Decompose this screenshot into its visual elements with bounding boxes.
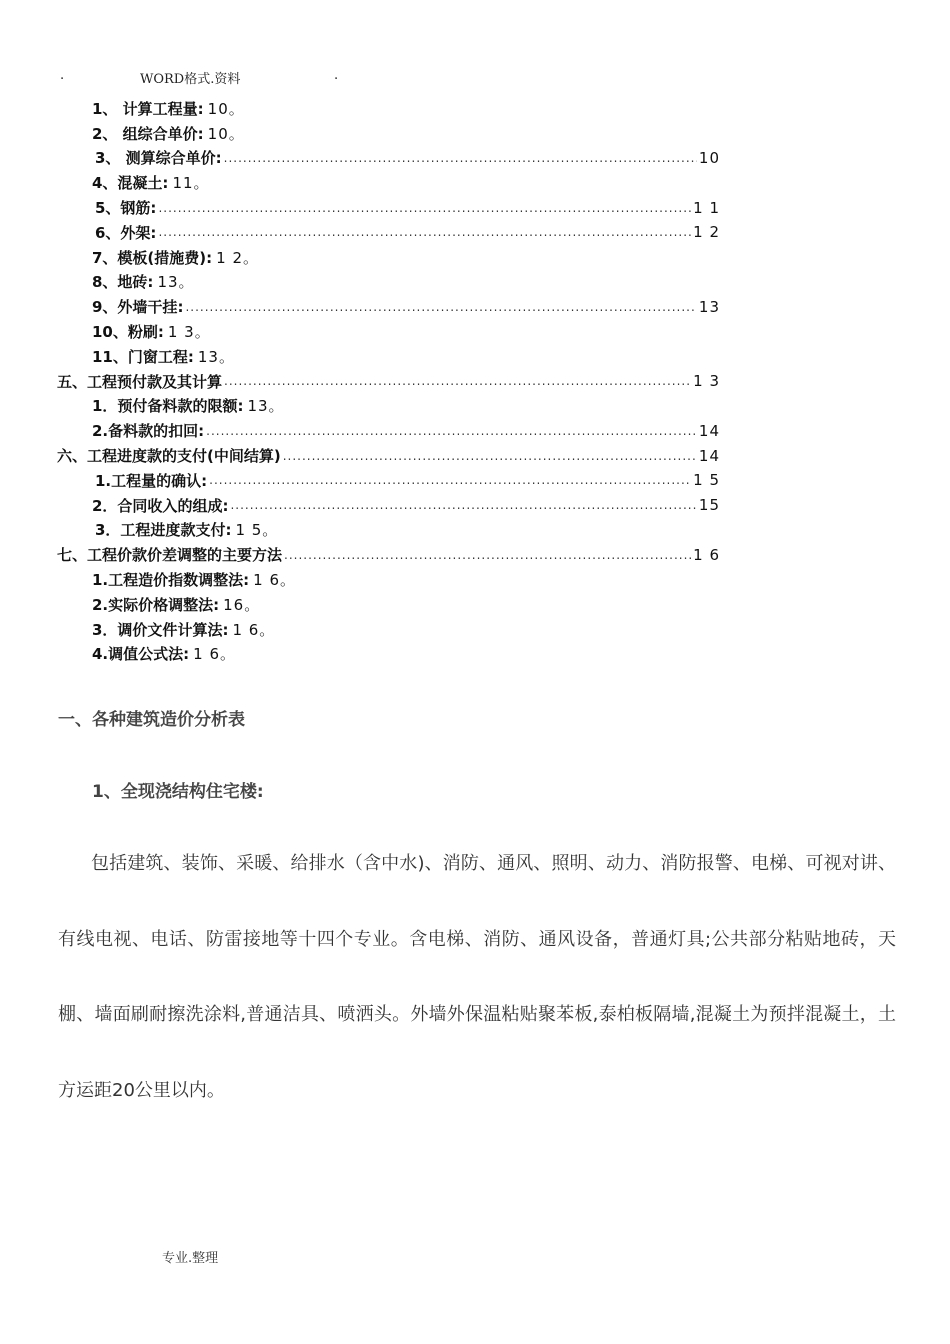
toc-entry[interactable] <box>0 195 720 220</box>
toc-entry[interactable] <box>0 294 720 319</box>
toc-entry-label: 8、地砖: <box>92 273 154 292</box>
toc-entry-page: 10。 <box>207 124 245 143</box>
toc-entry-page: 14 <box>698 421 720 440</box>
toc-entry-page: 1 1 <box>693 198 720 217</box>
toc-entry[interactable] <box>0 121 950 146</box>
toc-dot-leader <box>283 450 697 462</box>
toc-entry-label: 4.调值公式法: <box>92 645 190 664</box>
toc-entry[interactable] <box>0 592 950 617</box>
toc-entry-page: 1 3。 <box>167 323 211 342</box>
toc-entry-page: 13。 <box>247 397 285 416</box>
toc-dot-leader <box>158 226 691 238</box>
toc-entry-label: 11、门窗工程: <box>92 347 194 366</box>
toc-entry-page: 10 <box>698 148 720 167</box>
toc-entry-page: 16。 <box>223 595 261 614</box>
toc-entry-label: 2．合同收入的组成: <box>92 496 229 515</box>
toc-entry-page: 11。 <box>172 174 210 193</box>
toc-entry[interactable] <box>0 270 950 295</box>
toc-dot-leader <box>284 549 691 561</box>
header-dot-right: . <box>334 68 339 83</box>
toc-entry-label: 1.工程量的确认: <box>95 471 208 490</box>
toc-entry[interactable] <box>0 146 720 171</box>
toc-dot-leader <box>224 375 691 387</box>
toc-entry-label: 2.实际价格调整法: <box>92 595 220 614</box>
toc-entry-label: 五、工程预付款及其计算 <box>57 372 223 391</box>
header-text: WORD格式.资料 <box>140 72 241 87</box>
toc-entry-label: 4、混凝土: <box>92 174 169 193</box>
table-of-contents <box>0 96 950 666</box>
toc-entry-page: 1 3 <box>693 372 720 391</box>
toc-entry-page: 1 5 <box>693 471 720 490</box>
toc-entry-page: 10。 <box>207 99 245 118</box>
toc-entry[interactable] <box>0 617 950 642</box>
toc-entry-page: 13 <box>698 297 720 316</box>
toc-entry-page: 15 <box>698 496 720 515</box>
toc-entry-page: 13。 <box>157 273 195 292</box>
toc-entry-label: 七、工程价款价差调整的主要方法 <box>57 546 283 565</box>
toc-entry-label: 9、外墙干挂: <box>92 298 184 317</box>
toc-entry[interactable] <box>0 418 720 443</box>
toc-entry-page: 13。 <box>197 347 235 366</box>
toc-entry-label: 3．调价文件计算法: <box>92 620 229 639</box>
toc-entry-label: 7、模板(措施费): <box>92 248 213 267</box>
toc-entry-label: 6、外架: <box>95 223 157 242</box>
toc-entry-label: 2.备料款的扣回: <box>92 422 205 441</box>
toc-entry-page: 1 6。 <box>253 571 296 590</box>
toc-entry-page: 14 <box>698 446 720 465</box>
toc-entry[interactable] <box>0 468 720 493</box>
toc-dot-leader <box>206 425 697 437</box>
toc-dot-leader <box>185 301 696 313</box>
toc-entry[interactable] <box>0 344 950 369</box>
toc-entry-page: 1 6。 <box>232 620 276 639</box>
toc-entry[interactable] <box>0 443 720 468</box>
body-paragraph: 包括建筑、装饰、采暖、给排水（含中水)、消防、通风、照明、动力、消防报警、电梯、可视对讲、有线电视、电话、防雷接地等十四个专业。含电梯、消防、通风设备，普通灯具;公共部分粘贴地砖，天棚、墙面刷耐擦洗涂料,普通洁具、喷洒头。外墙外保温粘贴聚苯板,泰柏板隔墙,混凝土为预拌混凝土，土方运距20公里以内。 <box>58 853 896 1101</box>
toc-entry-label: 1.工程造价指数调整法: <box>92 571 250 590</box>
header-dot-left: . <box>60 68 65 83</box>
section-title: 一、各种建筑造价分析表 <box>58 710 245 730</box>
toc-dot-leader <box>230 499 696 511</box>
toc-entry-label: 1、 计算工程量: <box>92 99 204 118</box>
toc-entry[interactable] <box>0 96 950 121</box>
toc-entry[interactable] <box>0 319 950 344</box>
toc-entry-page: 1 2。 <box>216 248 260 267</box>
toc-entry-label: 10、粉刷: <box>92 323 164 342</box>
toc-entry-label: 六、工程进度款的支付(中间结算) <box>57 447 281 466</box>
page-footer: 专业.整理 <box>162 1251 219 1266</box>
toc-dot-leader <box>158 202 691 214</box>
toc-entry-page: 1 6。 <box>193 645 236 664</box>
toc-dot-leader <box>209 474 691 486</box>
toc-entry[interactable] <box>0 642 950 667</box>
toc-entry-page: 1 5。 <box>235 521 279 540</box>
toc-entry[interactable] <box>0 493 720 518</box>
toc-entry-label: 5、钢筋: <box>95 199 157 218</box>
toc-entry-page: 1 2 <box>693 223 720 242</box>
toc-entry[interactable] <box>0 245 950 270</box>
page-header <box>60 68 360 88</box>
toc-entry-label: 1．预付备料款的限额: <box>92 397 244 416</box>
subsection-title: 1、全现浇结构住宅楼: <box>92 782 264 802</box>
toc-entry[interactable] <box>0 567 950 592</box>
toc-entry-label: 2、 组综合单价: <box>92 124 204 143</box>
toc-entry[interactable] <box>0 542 720 567</box>
toc-dot-leader <box>224 152 697 164</box>
toc-entry-page: 1 6 <box>693 545 720 564</box>
toc-entry[interactable] <box>0 394 950 419</box>
toc-entry[interactable] <box>0 220 720 245</box>
toc-entry[interactable] <box>0 170 950 195</box>
toc-entry[interactable] <box>0 518 950 543</box>
toc-entry[interactable] <box>0 369 720 394</box>
toc-entry-label: 3．工程进度款支付: <box>95 521 232 540</box>
toc-entry-label: 3、 测算综合单价: <box>95 149 222 168</box>
